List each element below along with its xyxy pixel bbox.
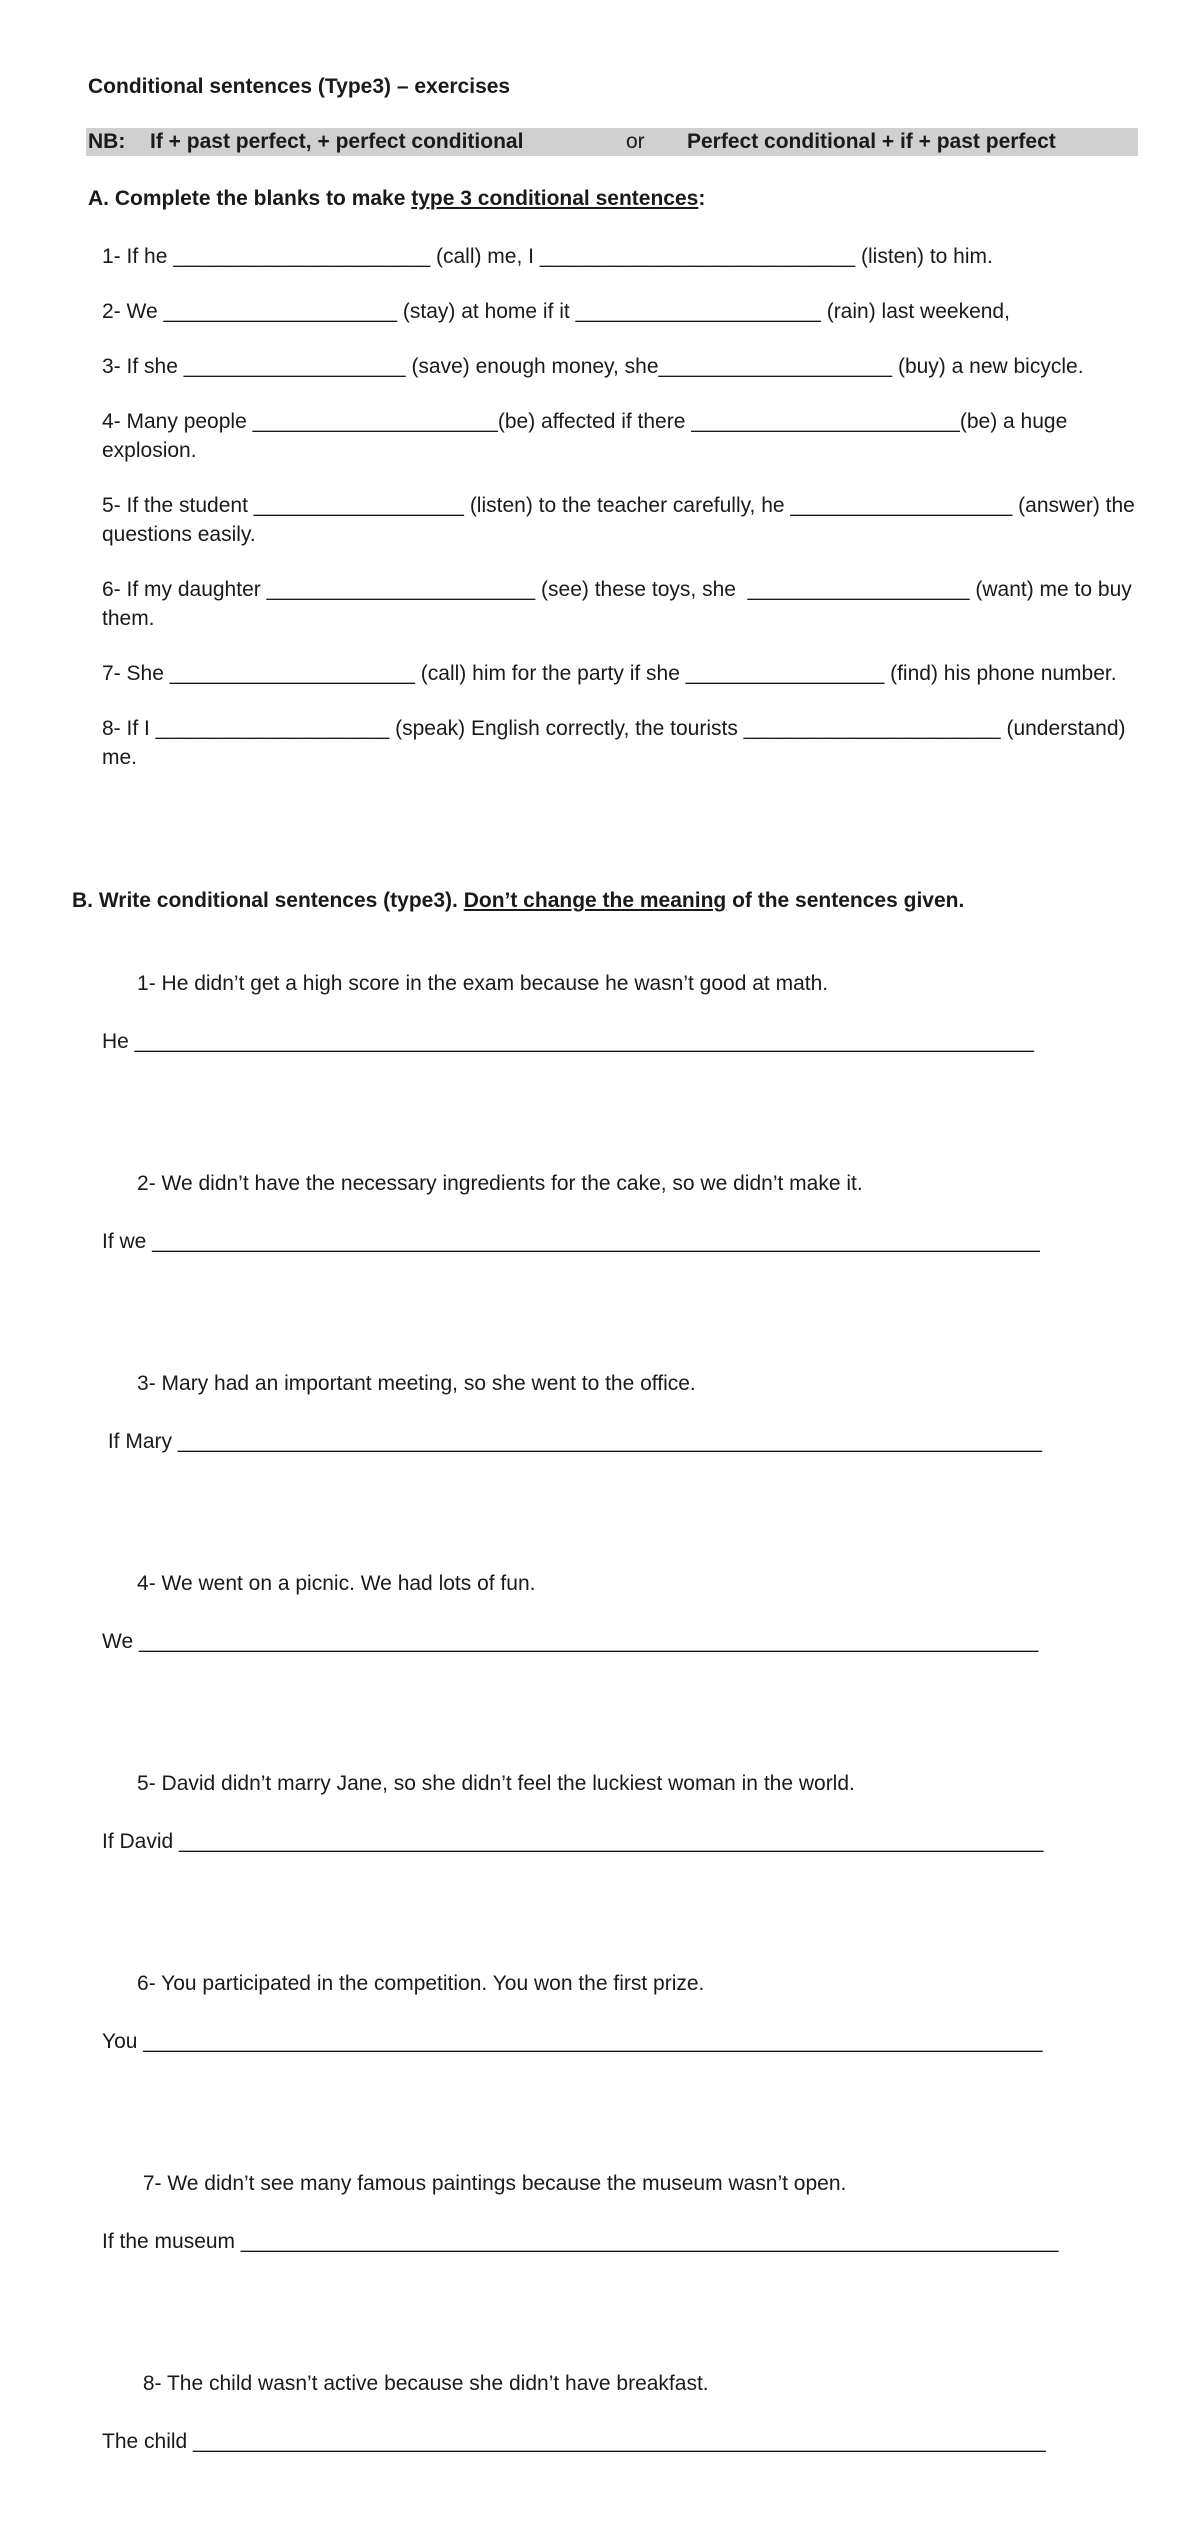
exercise-a-item: 3- If she ___________________ (save) enough money, she____________________ (buy) a new bicycle. — [102, 355, 1084, 378]
section-a-underlined: type 3 conditional sentences — [411, 187, 699, 210]
exercise-a-item: 5- If the student __________________ (listen) to the teacher carefully, he ___________________ (answer) the questions easily. — [102, 494, 1141, 546]
nb-rule-bar — [86, 128, 1138, 156]
exercise-b-prompt: 7- We didn’t see many famous paintings because the museum wasn’t open. — [137, 2172, 847, 2195]
exercise-b-prompt: 2- We didn’t have the necessary ingredients for the cake, so we didn’t make it. — [137, 1172, 863, 1195]
exercise-b-prompt: 5- David didn’t marry Jane, so she didn’t feel the luckiest woman in the world. — [137, 1772, 855, 1795]
section-a-heading — [88, 186, 705, 212]
exercise-a-item: 4- Many people _____________________(be) affected if there _______________________(be) a huge explosion. — [102, 410, 1074, 462]
exercise-b-prompt: 1- He didn’t get a high score in the exam because he wasn’t good at math. — [137, 972, 829, 995]
nb-label: NB: — [88, 130, 126, 153]
exercise-b-prompt: 3- Mary had an important meeting, so she went to the office. — [137, 1372, 696, 1395]
exercise-b-item — [102, 1340, 1142, 1514]
section-b-prefix: B. Write conditional sentences (type3). — [72, 889, 464, 912]
section-b-items — [102, 940, 1142, 2540]
section-a-suffix: : — [698, 187, 706, 210]
exercise-a-item: 6- If my daughter _______________________ (see) these toys, she ___________________ (want) me to buy them. — [102, 578, 1138, 630]
exercise-b-prompt: 4- We went on a picnic. We had lots of fun. — [137, 1572, 536, 1595]
section-a-prefix: A. Complete the blanks to make — [88, 187, 412, 210]
exercise-b-answer-line: If Mary __________________________________________________________________________ — [102, 1430, 1043, 1453]
exercise-a-item: 2- We ____________________ (stay) at home if it _____________________ (rain) last weekend, — [102, 300, 1010, 323]
exercise-a-item: 8- If I ____________________ (speak) English correctly, the tourists ______________________ (understand) me. — [102, 717, 1132, 769]
exercise-b-item — [102, 2140, 1142, 2314]
exercise-b-prompt: 8- The child wasn’t active because she didn’t have breakfast. — [137, 2372, 709, 2395]
nb-or: or — [626, 130, 645, 153]
exercise-b-item — [102, 1140, 1142, 1314]
exercise-b-item — [102, 940, 1142, 1114]
exercise-b-answer-line: If David __________________________________________________________________________ — [102, 1830, 1044, 1853]
section-a-items — [102, 242, 1142, 798]
exercise-a-item: 7- She _____________________ (call) him for the party if she _________________ (find) his phone number. — [102, 662, 1117, 685]
exercise-b-prompt: 6- You participated in the competition. You won the first prize. — [137, 1972, 705, 1995]
section-b-suffix: of the sentences given. — [726, 889, 965, 912]
nb-rule-conditional-first: Perfect conditional + if + past perfect — [687, 130, 1056, 153]
exercise-b-answer-line: You _____________________________________________________________________________ — [102, 2030, 1043, 2053]
exercise-a-item: 1- If he ______________________ (call) me, I ___________________________ (listen) to him. — [102, 245, 993, 268]
exercise-b-answer-line: He _____________________________________________________________________________ — [102, 1030, 1034, 1053]
exercise-b-answer-line: The child _________________________________________________________________________ — [102, 2430, 1046, 2453]
exercise-b-item — [102, 1940, 1142, 2114]
exercise-b-answer-line: If the museum ______________________________________________________________________ — [102, 2230, 1059, 2253]
exercise-b-answer-line: If we ____________________________________________________________________________ — [102, 1230, 1040, 1253]
exercise-b-answer-line: We _____________________________________________________________________________ — [102, 1630, 1039, 1653]
exercise-b-item — [102, 2340, 1142, 2514]
exercise-b-item — [102, 1540, 1142, 1714]
page-title: Conditional sentences (Type3) – exercises — [88, 75, 511, 98]
section-b-underlined: Don’t change the meaning — [463, 889, 727, 912]
exercise-b-item — [102, 1740, 1142, 1914]
nb-rule-if-first: If + past perfect, + perfect conditional — [150, 130, 524, 153]
section-b-heading — [72, 888, 964, 914]
